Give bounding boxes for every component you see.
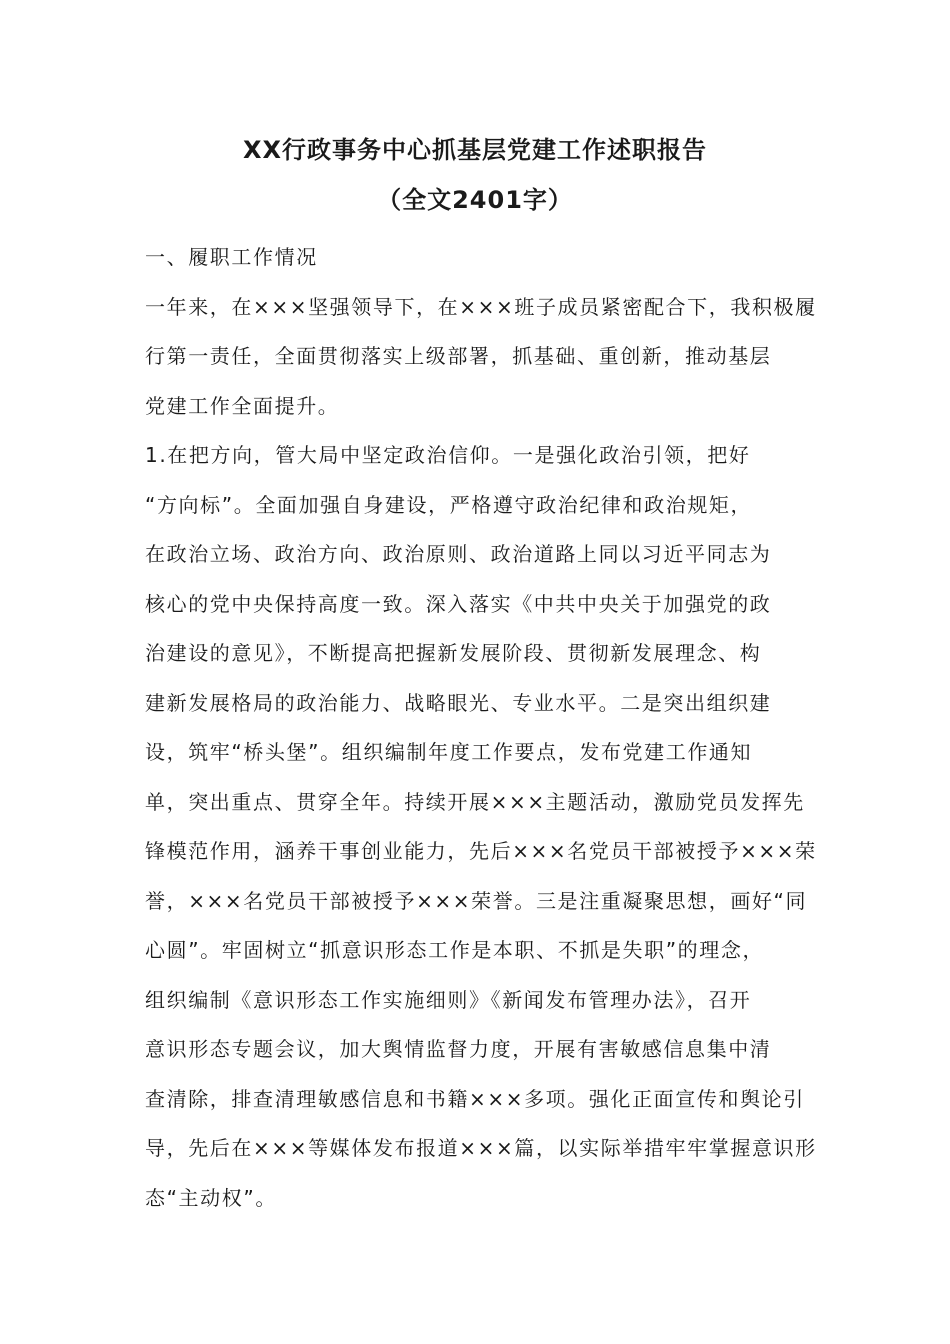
text-line: 在政治立场、政治方向、政治原则、政治道路上同以习近平同志为	[145, 542, 772, 566]
text-line: 心圆”。牢固树立“抓意识形态工作是本职、不抓是失职”的理念，	[145, 938, 765, 962]
text-line: 设，筑牢“桥头堡”。组织编制年度工作要点，发布党建工作通知	[145, 740, 753, 764]
text-line: 组织编制《意识形态工作实施细则》《新闻发布管理办法》，召开	[145, 987, 752, 1012]
document-title: XX行政事务中心抓基层党建工作述职报告	[242, 136, 707, 164]
text-line: “方向标”。全面加强自身建设，严格遵守政治纪律和政治规矩，	[145, 492, 753, 517]
text-line: 建新发展格局的政治能力、战略眼光、专业水平。二是突出组织建	[145, 690, 772, 715]
text-line: 查清除，排查清理敏感信息和书籍×××多项。强化正面宣传和舆论引	[145, 1086, 805, 1111]
text-line: 导，先后在×××等媒体发布报道×××篇，以实际举措牢牢掌握意识形	[145, 1136, 817, 1160]
section-heading: 一、履职工作情况	[145, 245, 318, 269]
text-line: 态“主动权”。	[145, 1185, 277, 1210]
text-line: 1.在把方向，管大局中坚定政治信仰。一是强化政治引领，把好	[145, 443, 751, 467]
text-line: 单，突出重点、贯穿全年。持续开展×××主题活动，激励党员发挥先	[145, 789, 805, 814]
text-line: 核心的党中央保持高度一致。深入落实《中共中央关于加强党的政	[145, 591, 772, 616]
text-line: 治建设的意见》，不断提高把握新发展阶段、贯彻新发展理念、构	[145, 641, 762, 665]
text-line: 意识形态专题会议，加大舆情监督力度，开展有害敏感信息集中清	[145, 1037, 772, 1061]
document-subtitle: （全文2401字）	[377, 186, 573, 214]
text-line: 一年来，在×××坚强领导下，在×××班子成员紧密配合下，我积极履	[145, 294, 817, 319]
text-line: 锋模范作用，涵养干事创业能力，先后×××名党员干部被授予×××荣	[145, 839, 817, 863]
text-line: 行第一责任，全面贯彻落实上级部署，抓基础、重创新，推动基层	[145, 344, 772, 368]
text-line: 党建工作全面提升。	[145, 393, 340, 418]
text-line: 誉，×××名党员干部被授予×××荣誉。三是注重凝聚思想，画好“同	[145, 888, 808, 913]
document-body	[145, 233, 821, 1223]
